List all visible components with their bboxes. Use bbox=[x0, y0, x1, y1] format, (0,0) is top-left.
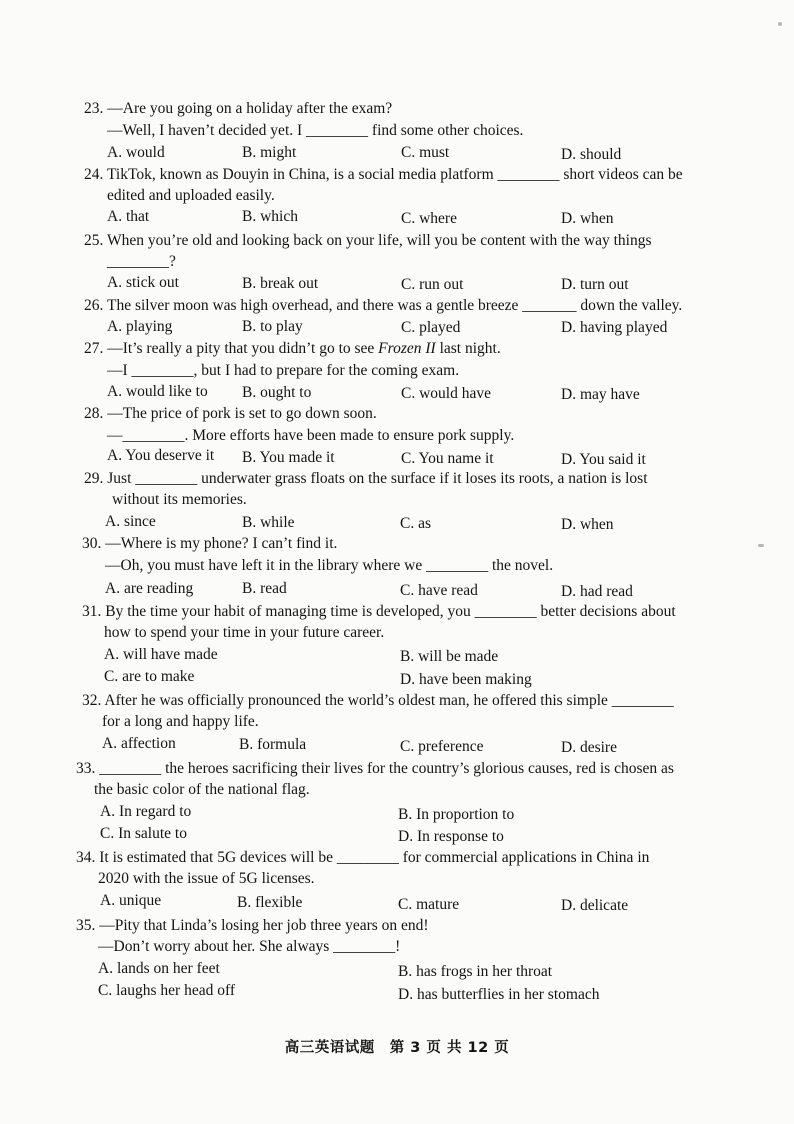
option-35-a: A. lands on her feet bbox=[98, 960, 220, 977]
option-28-b: B. You made it bbox=[242, 449, 335, 466]
option-29-d: D. when bbox=[561, 516, 614, 533]
option-25-c: C. run out bbox=[401, 276, 464, 293]
question-23-stem: 23. —Are you going on a holiday after the exam? bbox=[84, 100, 393, 117]
question-25-stem: 25. When you’re old and looking back on your life, will you be content with the way things bbox=[84, 232, 652, 249]
option-33-d: D. In response to bbox=[398, 828, 504, 845]
scan-speck bbox=[778, 22, 782, 26]
option-26-c: C. played bbox=[401, 319, 461, 336]
option-29-c: C. as bbox=[400, 515, 431, 532]
question-23-line-2: —Well, I haven’t decided yet. I ________ find some other choices. bbox=[107, 122, 524, 139]
option-27-d: D. may have bbox=[561, 386, 640, 403]
option-24-a: A. that bbox=[107, 208, 150, 225]
option-31-b: B. will be made bbox=[400, 648, 499, 665]
option-33-c: C. In salute to bbox=[100, 825, 187, 842]
option-23-a: A. would bbox=[107, 144, 165, 161]
question-28-stem: 28. —The price of pork is set to go down soon. bbox=[84, 405, 377, 422]
question-33-line-2: the basic color of the national flag. bbox=[94, 781, 310, 798]
question-30-stem: 30. —Where is my phone? I can’t find it. bbox=[82, 535, 338, 552]
option-30-c: C. have read bbox=[400, 582, 478, 599]
option-28-d: D. You said it bbox=[561, 451, 646, 468]
question-29-line-2: without its memories. bbox=[112, 491, 247, 508]
question-35-line-2: —Don’t worry about her. She always ________! bbox=[98, 938, 401, 955]
question-34-line-2: 2020 with the issue of 5G licenses. bbox=[98, 870, 315, 887]
option-31-d: D. have been making bbox=[400, 671, 532, 688]
question-31-stem: 31. By the time your habit of managing time is developed, you ________ better decisions about bbox=[82, 603, 676, 620]
question-30-line-2: —Oh, you must have left it in the library where we ________ the novel. bbox=[105, 557, 554, 574]
question-32-line-2: for a long and happy life. bbox=[102, 713, 259, 730]
option-28-c: C. You name it bbox=[401, 450, 494, 467]
question-27-line-2: —I ________, but I had to prepare for the coming exam. bbox=[107, 362, 460, 379]
option-32-b: B. formula bbox=[239, 736, 307, 753]
option-27-a: A. would like to bbox=[107, 383, 208, 400]
option-25-b: B. break out bbox=[242, 275, 319, 292]
film-title: Frozen II bbox=[378, 340, 436, 357]
question-35-stem: 35. —Pity that Linda’s losing her job three years on end! bbox=[76, 917, 429, 934]
option-33-b: B. In proportion to bbox=[398, 806, 515, 823]
option-24-d: D. when bbox=[561, 210, 614, 227]
option-27-c: C. would have bbox=[401, 385, 491, 402]
option-35-d: D. has butterflies in her stomach bbox=[398, 986, 600, 1003]
question-34-stem: 34. It is estimated that 5G devices will be ________ for commercial applications in China in bbox=[76, 849, 650, 866]
question-28-line-2: —________. More efforts have been made to ensure pork supply. bbox=[107, 427, 515, 444]
option-30-b: B. read bbox=[242, 580, 287, 597]
question-25-line-2: ________? bbox=[107, 253, 176, 270]
option-29-a: A. since bbox=[105, 513, 156, 530]
question-31-line-2: how to spend your time in your future career. bbox=[104, 624, 385, 641]
option-26-a: A. playing bbox=[107, 318, 173, 335]
question-27-stem: 27. —It’s really a pity that you didn’t go to see Frozen II last night. bbox=[84, 340, 501, 357]
question-26-stem: 26. The silver moon was high overhead, and there was a gentle breeze _______ down the valley. bbox=[84, 297, 683, 314]
option-31-a: A. will have made bbox=[104, 646, 218, 663]
option-23-b: B. might bbox=[242, 144, 297, 161]
option-34-c: C. mature bbox=[398, 896, 460, 913]
option-32-a: A. affection bbox=[102, 735, 176, 752]
question-32-stem: 32. After he was officially pronounced the world’s oldest man, he offered this simple ________ bbox=[82, 692, 674, 709]
option-24-b: B. which bbox=[242, 208, 298, 225]
option-31-c: C. are to make bbox=[104, 668, 195, 685]
page-footer: 高三英语试题 第 3 页 共 12 页 bbox=[284, 1040, 510, 1056]
option-34-a: A. unique bbox=[100, 892, 162, 909]
option-35-b: B. has frogs in her throat bbox=[398, 963, 553, 980]
option-34-d: D. delicate bbox=[561, 897, 629, 914]
option-32-d: D. desire bbox=[561, 739, 617, 756]
scan-speck bbox=[758, 544, 764, 547]
question-33-stem: 33. ________ the heroes sacrificing their lives for the country’s glorious causes, red is chosen as bbox=[76, 760, 674, 777]
option-26-b: B. to play bbox=[242, 318, 303, 335]
option-29-b: B. while bbox=[242, 514, 295, 531]
question-24-line-2: edited and uploaded easily. bbox=[107, 187, 275, 204]
option-25-d: D. turn out bbox=[561, 276, 629, 293]
option-30-d: D. had read bbox=[561, 583, 633, 600]
option-30-a: A. are reading bbox=[105, 580, 194, 597]
option-28-a: A. You deserve it bbox=[107, 447, 215, 464]
option-25-a: A. stick out bbox=[107, 274, 179, 291]
option-27-b: B. ought to bbox=[242, 384, 312, 401]
question-24-stem: 24. TikTok, known as Douyin in China, is a social media platform ________ short videos can be bbox=[84, 166, 683, 183]
option-32-c: C. preference bbox=[400, 738, 484, 755]
option-34-b: B. flexible bbox=[237, 894, 303, 911]
option-24-c: C. where bbox=[401, 210, 457, 227]
option-33-a: A. In regard to bbox=[100, 803, 192, 820]
option-26-d: D. having played bbox=[561, 319, 668, 336]
option-23-c: C. must bbox=[401, 144, 450, 161]
option-35-c: C. laughs her head off bbox=[98, 982, 236, 999]
question-29-stem: 29. Just ________ underwater grass floats on the surface if it loses its roots, a nation is lost bbox=[84, 470, 648, 487]
option-23-d: D. should bbox=[561, 146, 622, 163]
